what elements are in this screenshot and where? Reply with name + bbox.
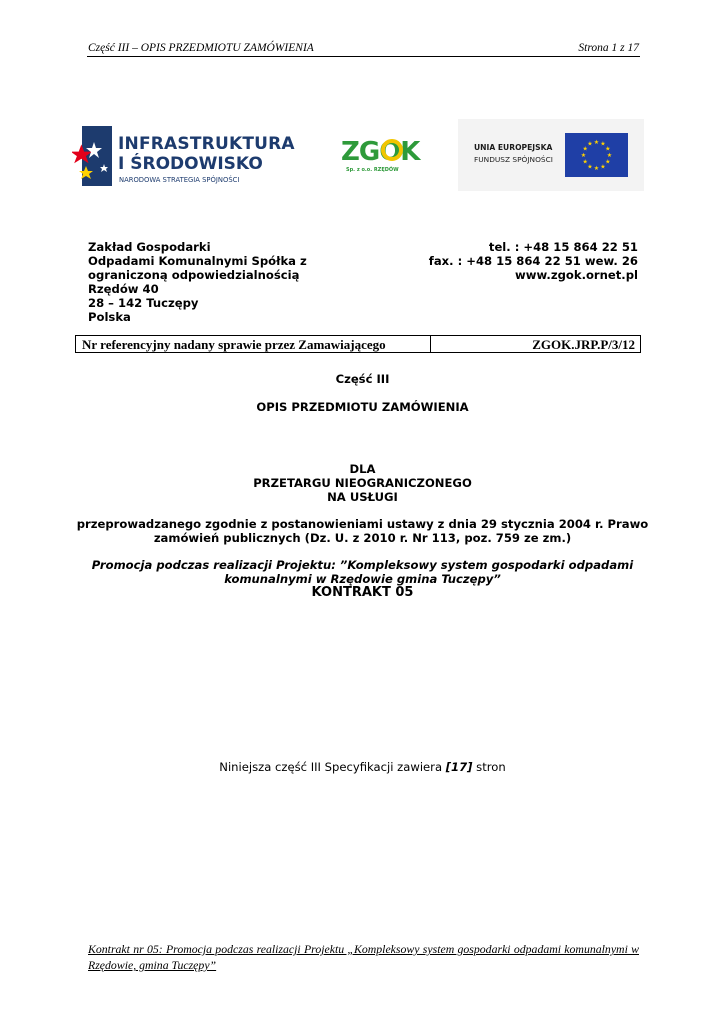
logo-line-1: INFRASTRUKTURA xyxy=(118,134,295,154)
eu-star-icon: ★ xyxy=(580,152,587,159)
eu-star-icon: ★ xyxy=(605,158,611,166)
address-line: Polska xyxy=(88,310,131,324)
company-address xyxy=(88,240,307,324)
zgok-wordmark: ZGOK xyxy=(341,137,420,167)
legal-basis-line: zamówień publicznych (Dz. U. z 2010 r. Nr 113, poz. 759 ze zm.) xyxy=(153,531,572,545)
zgok-subtitle: Sp. z o.o. RZĘDÓW xyxy=(346,167,399,173)
page-count-text: Niniejsza część III Specyfikacji zawiera xyxy=(219,760,446,774)
page-count-note xyxy=(0,760,725,774)
logo-line-2: I ŚRODOWISKO xyxy=(118,154,263,174)
eu-star-icon: ★ xyxy=(600,163,606,171)
contract-number: KONTRAKT 05 xyxy=(311,585,414,600)
running-header-title: Część III – OPIS PRZEDMIOTU ZAMÓWIENIA xyxy=(88,42,314,54)
address-line: 28 – 142 Tuczępy xyxy=(88,296,199,310)
stars-emblem-icon xyxy=(72,120,116,192)
address-line: Zakład Gospodarki xyxy=(88,240,211,254)
website-url: www.zgok.ornet.pl xyxy=(515,268,638,282)
eu-star-icon: ★ xyxy=(600,140,606,148)
eu-star-icon: ★ xyxy=(587,163,593,171)
project-promotion xyxy=(0,558,725,586)
reference-label: Nr referencyjny nadany sprawie przez Zamawiającego xyxy=(82,337,386,352)
phone-number: tel. : +48 15 864 22 51 xyxy=(488,240,638,254)
eu-stars-ring xyxy=(565,133,628,177)
project-promotion-line: komunalnymi w Rzędowie gmina Tuczępy” xyxy=(224,572,501,586)
recycle-arrow-icon xyxy=(380,138,404,162)
address-line: Rzędów 40 xyxy=(88,282,159,296)
company-contact xyxy=(429,240,638,282)
reference-number-table xyxy=(75,335,641,353)
infrastruktura-logo xyxy=(72,120,295,192)
address-line: Odpadami Komunalnymi Spółka z xyxy=(88,254,307,268)
eu-fund-logo xyxy=(458,119,644,191)
eu-star-icon: ★ xyxy=(606,152,613,159)
title-dla: DLA xyxy=(349,462,376,476)
eu-star-icon: ★ xyxy=(593,139,600,146)
eu-title: UNIA EUROPEJSKA xyxy=(474,143,553,152)
fax-number: fax. : +48 15 864 22 51 wew. 26 xyxy=(428,254,638,268)
eu-star-icon: ★ xyxy=(587,140,593,148)
tender-type: PRZETARGU NIEOGRANICZONEGO xyxy=(253,476,472,490)
legal-basis-line: przeprowadzanego zgodnie z postanowieniami ustawy z dnia 29 stycznia 2004 r. Prawo xyxy=(76,517,649,531)
page-count-suffix: stron xyxy=(472,760,506,774)
document-subject: OPIS PRZEDMIOTU ZAMÓWIENIA xyxy=(256,400,469,414)
eu-star-icon: ★ xyxy=(605,145,611,153)
eu-star-icon: ★ xyxy=(593,165,600,172)
zgok-logo xyxy=(336,134,426,176)
address-line: ograniczoną odpowiedzialnością xyxy=(88,268,300,282)
project-promotion-line: Promocja podczas realizacji Projektu: ”Kompleksowy system gospodarki odpadami xyxy=(91,558,634,572)
reference-value: ZGOK.JRP.P/3/12 xyxy=(532,337,635,352)
page-number: Strona 1 z 17 xyxy=(578,42,639,54)
eu-flag-icon xyxy=(565,133,628,177)
document-part: Część III xyxy=(335,372,390,386)
running-footer: Kontrakt nr 05: Promocja podczas realizacji Projektu „Kompleksowy system gospodarki odpadami komunalnymi w Rzędowie, gmina Tuczępy” xyxy=(88,942,639,972)
legal-basis xyxy=(0,517,725,545)
header-rule xyxy=(87,56,640,57)
page-count-value: [17] xyxy=(445,760,473,774)
eu-fund-name: FUNDUSZ SPÓJNOŚCI xyxy=(474,155,553,164)
logo-subtitle: NARODOWA STRATEGIA SPÓJNOŚCI xyxy=(119,176,240,184)
eu-star-icon: ★ xyxy=(582,158,588,166)
tender-services: NA USŁUGI xyxy=(327,490,398,504)
eu-star-icon: ★ xyxy=(582,145,588,153)
table-divider xyxy=(430,336,431,352)
